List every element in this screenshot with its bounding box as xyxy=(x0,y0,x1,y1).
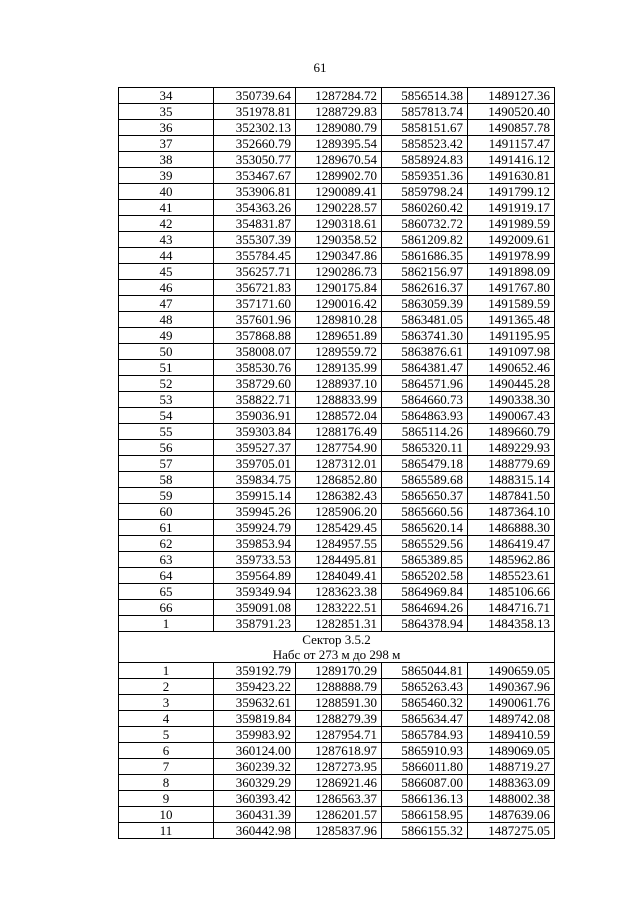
point-number-cell: 11 xyxy=(119,823,214,839)
coordinate-cell: 5865910.93 xyxy=(382,743,468,759)
point-number-cell: 1 xyxy=(119,616,214,632)
coordinate-cell: 353467.67 xyxy=(214,168,296,184)
coordinate-cell: 1290228.57 xyxy=(296,200,382,216)
section-subtitle: Набс от 273 м до 298 м xyxy=(119,647,555,663)
point-number-cell: 50 xyxy=(119,344,214,360)
point-number-cell: 37 xyxy=(119,136,214,152)
point-number-cell: 65 xyxy=(119,584,214,600)
coordinate-cell: 1490857.78 xyxy=(468,120,555,136)
coordinate-cell: 1491157.47 xyxy=(468,136,555,152)
coordinate-cell: 359834.75 xyxy=(214,472,296,488)
point-number-cell: 8 xyxy=(119,775,214,791)
point-number-cell: 64 xyxy=(119,568,214,584)
coordinate-cell: 354831.87 xyxy=(214,216,296,232)
coordinate-cell: 1491416.12 xyxy=(468,152,555,168)
coordinate-cell: 5858924.83 xyxy=(382,152,468,168)
coordinate-cell: 1286201.57 xyxy=(296,807,382,823)
coordinate-cell: 1490367.96 xyxy=(468,679,555,695)
coordinate-cell: 353050.77 xyxy=(214,152,296,168)
coordinate-cell: 351978.81 xyxy=(214,104,296,120)
coordinate-cell: 1490520.40 xyxy=(468,104,555,120)
coordinate-cell: 1491630.81 xyxy=(468,168,555,184)
coordinate-cell: 5863481.05 xyxy=(382,312,468,328)
coordinate-cell: 360393.42 xyxy=(214,791,296,807)
coordinate-cell: 1290175.84 xyxy=(296,280,382,296)
point-number-cell: 59 xyxy=(119,488,214,504)
coordinate-cell: 1286563.37 xyxy=(296,791,382,807)
coordinate-cell: 5865650.37 xyxy=(382,488,468,504)
point-number-cell: 60 xyxy=(119,504,214,520)
table-row xyxy=(119,456,555,472)
coordinate-cell: 1490659.05 xyxy=(468,663,555,679)
coordinate-cell: 359945.26 xyxy=(214,504,296,520)
coordinate-cell: 5863741.30 xyxy=(382,328,468,344)
coordinate-cell: 1290089.41 xyxy=(296,184,382,200)
coordinate-cell: 1490652.46 xyxy=(468,360,555,376)
coordinate-cell: 1288937.10 xyxy=(296,376,382,392)
coordinate-cell: 360124.00 xyxy=(214,743,296,759)
table-row xyxy=(119,536,555,552)
coordinate-cell: 1491989.59 xyxy=(468,216,555,232)
coordinate-cell: 1491767.80 xyxy=(468,280,555,296)
table-row xyxy=(119,136,555,152)
coordinate-cell: 5866158.95 xyxy=(382,807,468,823)
table-row xyxy=(119,280,555,296)
coordinate-cell: 358822.71 xyxy=(214,392,296,408)
coordinate-cell: 1290286.73 xyxy=(296,264,382,280)
coordinate-cell: 359632.61 xyxy=(214,695,296,711)
point-number-cell: 46 xyxy=(119,280,214,296)
table-row xyxy=(119,440,555,456)
table-row xyxy=(119,424,555,440)
point-number-cell: 35 xyxy=(119,104,214,120)
coordinate-cell: 355784.45 xyxy=(214,248,296,264)
point-number-cell: 10 xyxy=(119,807,214,823)
coordinate-cell: 1283623.38 xyxy=(296,584,382,600)
point-number-cell: 4 xyxy=(119,711,214,727)
point-number-cell: 44 xyxy=(119,248,214,264)
section-subtitle-row xyxy=(119,647,555,663)
coordinate-cell: 352302.13 xyxy=(214,120,296,136)
point-number-cell: 52 xyxy=(119,376,214,392)
table-row xyxy=(119,200,555,216)
table-body-upper xyxy=(119,88,555,632)
point-number-cell: 38 xyxy=(119,152,214,168)
coordinate-cell: 5857813.74 xyxy=(382,104,468,120)
coordinate-cell: 1491365.48 xyxy=(468,312,555,328)
point-number-cell: 34 xyxy=(119,88,214,104)
coordinate-cell: 5860732.72 xyxy=(382,216,468,232)
coordinate-cell: 356721.83 xyxy=(214,280,296,296)
coordinate-cell: 357601.96 xyxy=(214,312,296,328)
coordinate-cell: 5866136.13 xyxy=(382,791,468,807)
coordinate-cell: 5862616.37 xyxy=(382,280,468,296)
table-row xyxy=(119,104,555,120)
table-row xyxy=(119,472,555,488)
table-row xyxy=(119,600,555,616)
section-title-row xyxy=(119,632,555,648)
coordinate-cell: 359036.91 xyxy=(214,408,296,424)
coordinate-cell: 5865620.14 xyxy=(382,520,468,536)
coordinate-cell: 1489742.08 xyxy=(468,711,555,727)
coordinate-cell: 1288729.83 xyxy=(296,104,382,120)
coordinate-cell: 1489410.59 xyxy=(468,727,555,743)
table-row xyxy=(119,488,555,504)
coordinate-cell: 1286382.43 xyxy=(296,488,382,504)
coordinate-cell: 1489127.36 xyxy=(468,88,555,104)
coordinate-cell: 1488779.69 xyxy=(468,456,555,472)
coordinate-cell: 5864694.26 xyxy=(382,600,468,616)
coordinate-cell: 1486419.47 xyxy=(468,536,555,552)
coordinate-cell: 1488363.09 xyxy=(468,775,555,791)
coordinate-cell: 5864381.47 xyxy=(382,360,468,376)
coordinate-cell: 1284957.55 xyxy=(296,536,382,552)
coordinate-cell: 5866087.00 xyxy=(382,775,468,791)
point-number-cell: 55 xyxy=(119,424,214,440)
coordinate-cell: 358530.76 xyxy=(214,360,296,376)
table-row xyxy=(119,88,555,104)
coordinate-cell: 5865320.11 xyxy=(382,440,468,456)
coordinate-cell: 1286921.46 xyxy=(296,775,382,791)
table-row xyxy=(119,552,555,568)
coordinate-cell: 1490067.43 xyxy=(468,408,555,424)
coordinate-cell: 1489660.79 xyxy=(468,424,555,440)
coordinate-cell: 358729.60 xyxy=(214,376,296,392)
table-row xyxy=(119,823,555,839)
coordinate-cell: 352660.79 xyxy=(214,136,296,152)
coordinate-cell: 359423.22 xyxy=(214,679,296,695)
coordinate-cell: 1491799.12 xyxy=(468,184,555,200)
point-number-cell: 57 xyxy=(119,456,214,472)
coordinate-cell: 1489069.05 xyxy=(468,743,555,759)
coordinate-cell: 360329.29 xyxy=(214,775,296,791)
coordinate-cell: 1487364.10 xyxy=(468,504,555,520)
coordinate-cell: 1490338.30 xyxy=(468,392,555,408)
point-number-cell: 48 xyxy=(119,312,214,328)
coordinate-cell: 1282851.31 xyxy=(296,616,382,632)
coordinate-cell: 5862156.97 xyxy=(382,264,468,280)
coordinate-cell: 359705.01 xyxy=(214,456,296,472)
point-number-cell: 62 xyxy=(119,536,214,552)
coordinate-cell: 1283222.51 xyxy=(296,600,382,616)
coordinate-cell: 1285429.45 xyxy=(296,520,382,536)
coordinate-cell: 5858151.67 xyxy=(382,120,468,136)
table-row xyxy=(119,120,555,136)
point-number-cell: 66 xyxy=(119,600,214,616)
coordinate-cell: 358791.23 xyxy=(214,616,296,632)
coordinate-cell: 350739.64 xyxy=(214,88,296,104)
point-number-cell: 47 xyxy=(119,296,214,312)
coordinate-cell: 1485106.66 xyxy=(468,584,555,600)
coordinate-cell: 360442.98 xyxy=(214,823,296,839)
coordinate-cell: 5865589.68 xyxy=(382,472,468,488)
coordinate-cell: 354363.26 xyxy=(214,200,296,216)
coordinate-cell: 359303.84 xyxy=(214,424,296,440)
table-row xyxy=(119,232,555,248)
coordinate-cell: 360431.39 xyxy=(214,807,296,823)
coordinate-cell: 1288833.99 xyxy=(296,392,382,408)
coordinate-cell: 1289651.89 xyxy=(296,328,382,344)
coordinate-cell: 5865263.43 xyxy=(382,679,468,695)
coordinate-cell: 1287273.95 xyxy=(296,759,382,775)
point-number-cell: 41 xyxy=(119,200,214,216)
coordinate-cell: 359924.79 xyxy=(214,520,296,536)
table-row xyxy=(119,216,555,232)
coordinate-cell: 1286852.80 xyxy=(296,472,382,488)
coordinate-cell: 359349.94 xyxy=(214,584,296,600)
coordinate-cell: 5866155.32 xyxy=(382,823,468,839)
coordinate-cell: 359915.14 xyxy=(214,488,296,504)
coordinate-cell: 5865634.47 xyxy=(382,711,468,727)
coordinate-cell: 1487841.50 xyxy=(468,488,555,504)
table-row xyxy=(119,248,555,264)
table-row xyxy=(119,408,555,424)
coordinate-cell: 1285837.96 xyxy=(296,823,382,839)
table-row xyxy=(119,775,555,791)
coordinate-cell: 1491195.95 xyxy=(468,328,555,344)
table-body-lower xyxy=(119,663,555,839)
coordinate-cell: 359853.94 xyxy=(214,536,296,552)
point-number-cell: 49 xyxy=(119,328,214,344)
table-row xyxy=(119,743,555,759)
coordinate-cell: 359192.79 xyxy=(214,663,296,679)
point-number-cell: 43 xyxy=(119,232,214,248)
point-number-cell: 56 xyxy=(119,440,214,456)
coordinate-cell: 5861686.35 xyxy=(382,248,468,264)
table-row xyxy=(119,504,555,520)
table-row xyxy=(119,663,555,679)
table-row xyxy=(119,328,555,344)
coordinate-cell: 1488719.27 xyxy=(468,759,555,775)
table-row xyxy=(119,376,555,392)
point-number-cell: 9 xyxy=(119,791,214,807)
coordinate-cell: 1289135.99 xyxy=(296,360,382,376)
table-row xyxy=(119,520,555,536)
table-row xyxy=(119,759,555,775)
table-row xyxy=(119,679,555,695)
coordinate-cell: 1491919.17 xyxy=(468,200,555,216)
section-title: Сектор 3.5.2 xyxy=(119,632,555,648)
coordinate-cell: 5865479.18 xyxy=(382,456,468,472)
coordinate-cell: 5865660.56 xyxy=(382,504,468,520)
point-number-cell: 51 xyxy=(119,360,214,376)
coordinate-cell: 5860260.42 xyxy=(382,200,468,216)
coordinate-cell: 1289670.54 xyxy=(296,152,382,168)
table-row xyxy=(119,695,555,711)
coordinate-cell: 355307.39 xyxy=(214,232,296,248)
table-row xyxy=(119,168,555,184)
coordinate-cell: 5864660.73 xyxy=(382,392,468,408)
table-row xyxy=(119,727,555,743)
coordinate-cell: 359091.08 xyxy=(214,600,296,616)
table-row xyxy=(119,152,555,168)
point-number-cell: 40 xyxy=(119,184,214,200)
coordinate-cell: 1490061.76 xyxy=(468,695,555,711)
coordinate-cell: 1288176.49 xyxy=(296,424,382,440)
coordinate-cell: 1484716.71 xyxy=(468,600,555,616)
table-row xyxy=(119,807,555,823)
coordinate-cell: 1485523.61 xyxy=(468,568,555,584)
table-row xyxy=(119,584,555,600)
point-number-cell: 36 xyxy=(119,120,214,136)
point-number-cell: 42 xyxy=(119,216,214,232)
page-number: 61 xyxy=(313,60,327,75)
coordinate-cell: 1486888.30 xyxy=(468,520,555,536)
coordinate-cell: 1488315.14 xyxy=(468,472,555,488)
coordinate-cell: 5866011.80 xyxy=(382,759,468,775)
point-number-cell: 61 xyxy=(119,520,214,536)
point-number-cell: 63 xyxy=(119,552,214,568)
coordinate-cell: 1284049.41 xyxy=(296,568,382,584)
coordinate-cell: 5865202.58 xyxy=(382,568,468,584)
coordinate-cell: 5865044.81 xyxy=(382,663,468,679)
coordinate-cell: 359983.92 xyxy=(214,727,296,743)
coordinate-cell: 5865389.85 xyxy=(382,552,468,568)
coordinate-cell: 358008.07 xyxy=(214,344,296,360)
table-row xyxy=(119,392,555,408)
coordinate-cell: 1290347.86 xyxy=(296,248,382,264)
coordinate-cell: 359733.53 xyxy=(214,552,296,568)
coordinate-cell: 5859351.36 xyxy=(382,168,468,184)
coordinate-cell: 1285906.20 xyxy=(296,504,382,520)
point-number-cell: 6 xyxy=(119,743,214,759)
coordinate-cell: 1288279.39 xyxy=(296,711,382,727)
coordinate-cell: 5865529.56 xyxy=(382,536,468,552)
point-number-cell: 2 xyxy=(119,679,214,695)
point-number-cell: 1 xyxy=(119,663,214,679)
table-row xyxy=(119,360,555,376)
table-row xyxy=(119,568,555,584)
coordinate-cell: 5865460.32 xyxy=(382,695,468,711)
point-number-cell: 5 xyxy=(119,727,214,743)
coordinate-cell: 1287754.90 xyxy=(296,440,382,456)
coordinate-cell: 5858523.42 xyxy=(382,136,468,152)
point-number-cell: 54 xyxy=(119,408,214,424)
coordinate-cell: 1289810.28 xyxy=(296,312,382,328)
coordinate-cell: 5864378.94 xyxy=(382,616,468,632)
coordinate-cell: 1487275.05 xyxy=(468,823,555,839)
coordinate-cell: 1491978.99 xyxy=(468,248,555,264)
point-number-cell: 39 xyxy=(119,168,214,184)
coordinate-cell: 1491898.09 xyxy=(468,264,555,280)
table-row xyxy=(119,791,555,807)
coordinate-cell: 1289170.29 xyxy=(296,663,382,679)
coordinate-cell: 1288572.04 xyxy=(296,408,382,424)
coordinate-cell: 1290358.52 xyxy=(296,232,382,248)
coordinate-cell: 1290318.61 xyxy=(296,216,382,232)
coordinate-cell: 1491097.98 xyxy=(468,344,555,360)
table-row xyxy=(119,616,555,632)
table-row xyxy=(119,264,555,280)
coordinate-cell: 359819.84 xyxy=(214,711,296,727)
coordinate-cell: 1287312.01 xyxy=(296,456,382,472)
coordinate-cell: 1287618.97 xyxy=(296,743,382,759)
coordinate-cell: 353906.81 xyxy=(214,184,296,200)
table-row xyxy=(119,184,555,200)
coordinate-cell: 5864863.93 xyxy=(382,408,468,424)
table-row xyxy=(119,711,555,727)
table-row xyxy=(119,344,555,360)
coordinate-cell: 1488002.38 xyxy=(468,791,555,807)
coordinate-cell: 5859798.24 xyxy=(382,184,468,200)
coordinate-cell: 1284495.81 xyxy=(296,552,382,568)
section-header xyxy=(119,632,555,663)
coordinate-cell: 1287284.72 xyxy=(296,88,382,104)
coordinate-cell: 5863059.39 xyxy=(382,296,468,312)
point-number-cell: 45 xyxy=(119,264,214,280)
point-number-cell: 3 xyxy=(119,695,214,711)
coordinate-cell: 360239.32 xyxy=(214,759,296,775)
coordinate-cell: 1485962.86 xyxy=(468,552,555,568)
coordinate-cell: 1289902.70 xyxy=(296,168,382,184)
coordinate-cell: 5863876.61 xyxy=(382,344,468,360)
coordinate-cell: 359527.37 xyxy=(214,440,296,456)
table-row xyxy=(119,312,555,328)
coordinate-cell: 1487639.06 xyxy=(468,807,555,823)
coordinate-cell: 5864969.84 xyxy=(382,584,468,600)
point-number-cell: 58 xyxy=(119,472,214,488)
coordinate-cell: 1290016.42 xyxy=(296,296,382,312)
coordinate-cell: 5865114.26 xyxy=(382,424,468,440)
point-number-cell: 7 xyxy=(119,759,214,775)
coordinate-cell: 1287954.71 xyxy=(296,727,382,743)
coordinate-cell: 1490445.28 xyxy=(468,376,555,392)
coordinate-cell: 5864571.96 xyxy=(382,376,468,392)
coordinate-cell: 5856514.38 xyxy=(382,88,468,104)
coordinate-cell: 1288591.30 xyxy=(296,695,382,711)
coordinate-cell: 357171.60 xyxy=(214,296,296,312)
coordinate-cell: 1288888.79 xyxy=(296,679,382,695)
coordinate-cell: 357868.88 xyxy=(214,328,296,344)
coordinate-cell: 5861209.82 xyxy=(382,232,468,248)
coordinates-table xyxy=(118,87,555,839)
point-number-cell: 53 xyxy=(119,392,214,408)
coordinate-cell: 1289080.79 xyxy=(296,120,382,136)
coordinate-cell: 359564.89 xyxy=(214,568,296,584)
coordinate-cell: 1484358.13 xyxy=(468,616,555,632)
coordinate-cell: 5865784.93 xyxy=(382,727,468,743)
coordinate-cell: 1489229.93 xyxy=(468,440,555,456)
coordinate-cell: 1289559.72 xyxy=(296,344,382,360)
coordinate-cell: 1289395.54 xyxy=(296,136,382,152)
coordinate-cell: 356257.71 xyxy=(214,264,296,280)
table-row xyxy=(119,296,555,312)
coordinate-cell: 1492009.61 xyxy=(468,232,555,248)
coordinate-cell: 1491589.59 xyxy=(468,296,555,312)
